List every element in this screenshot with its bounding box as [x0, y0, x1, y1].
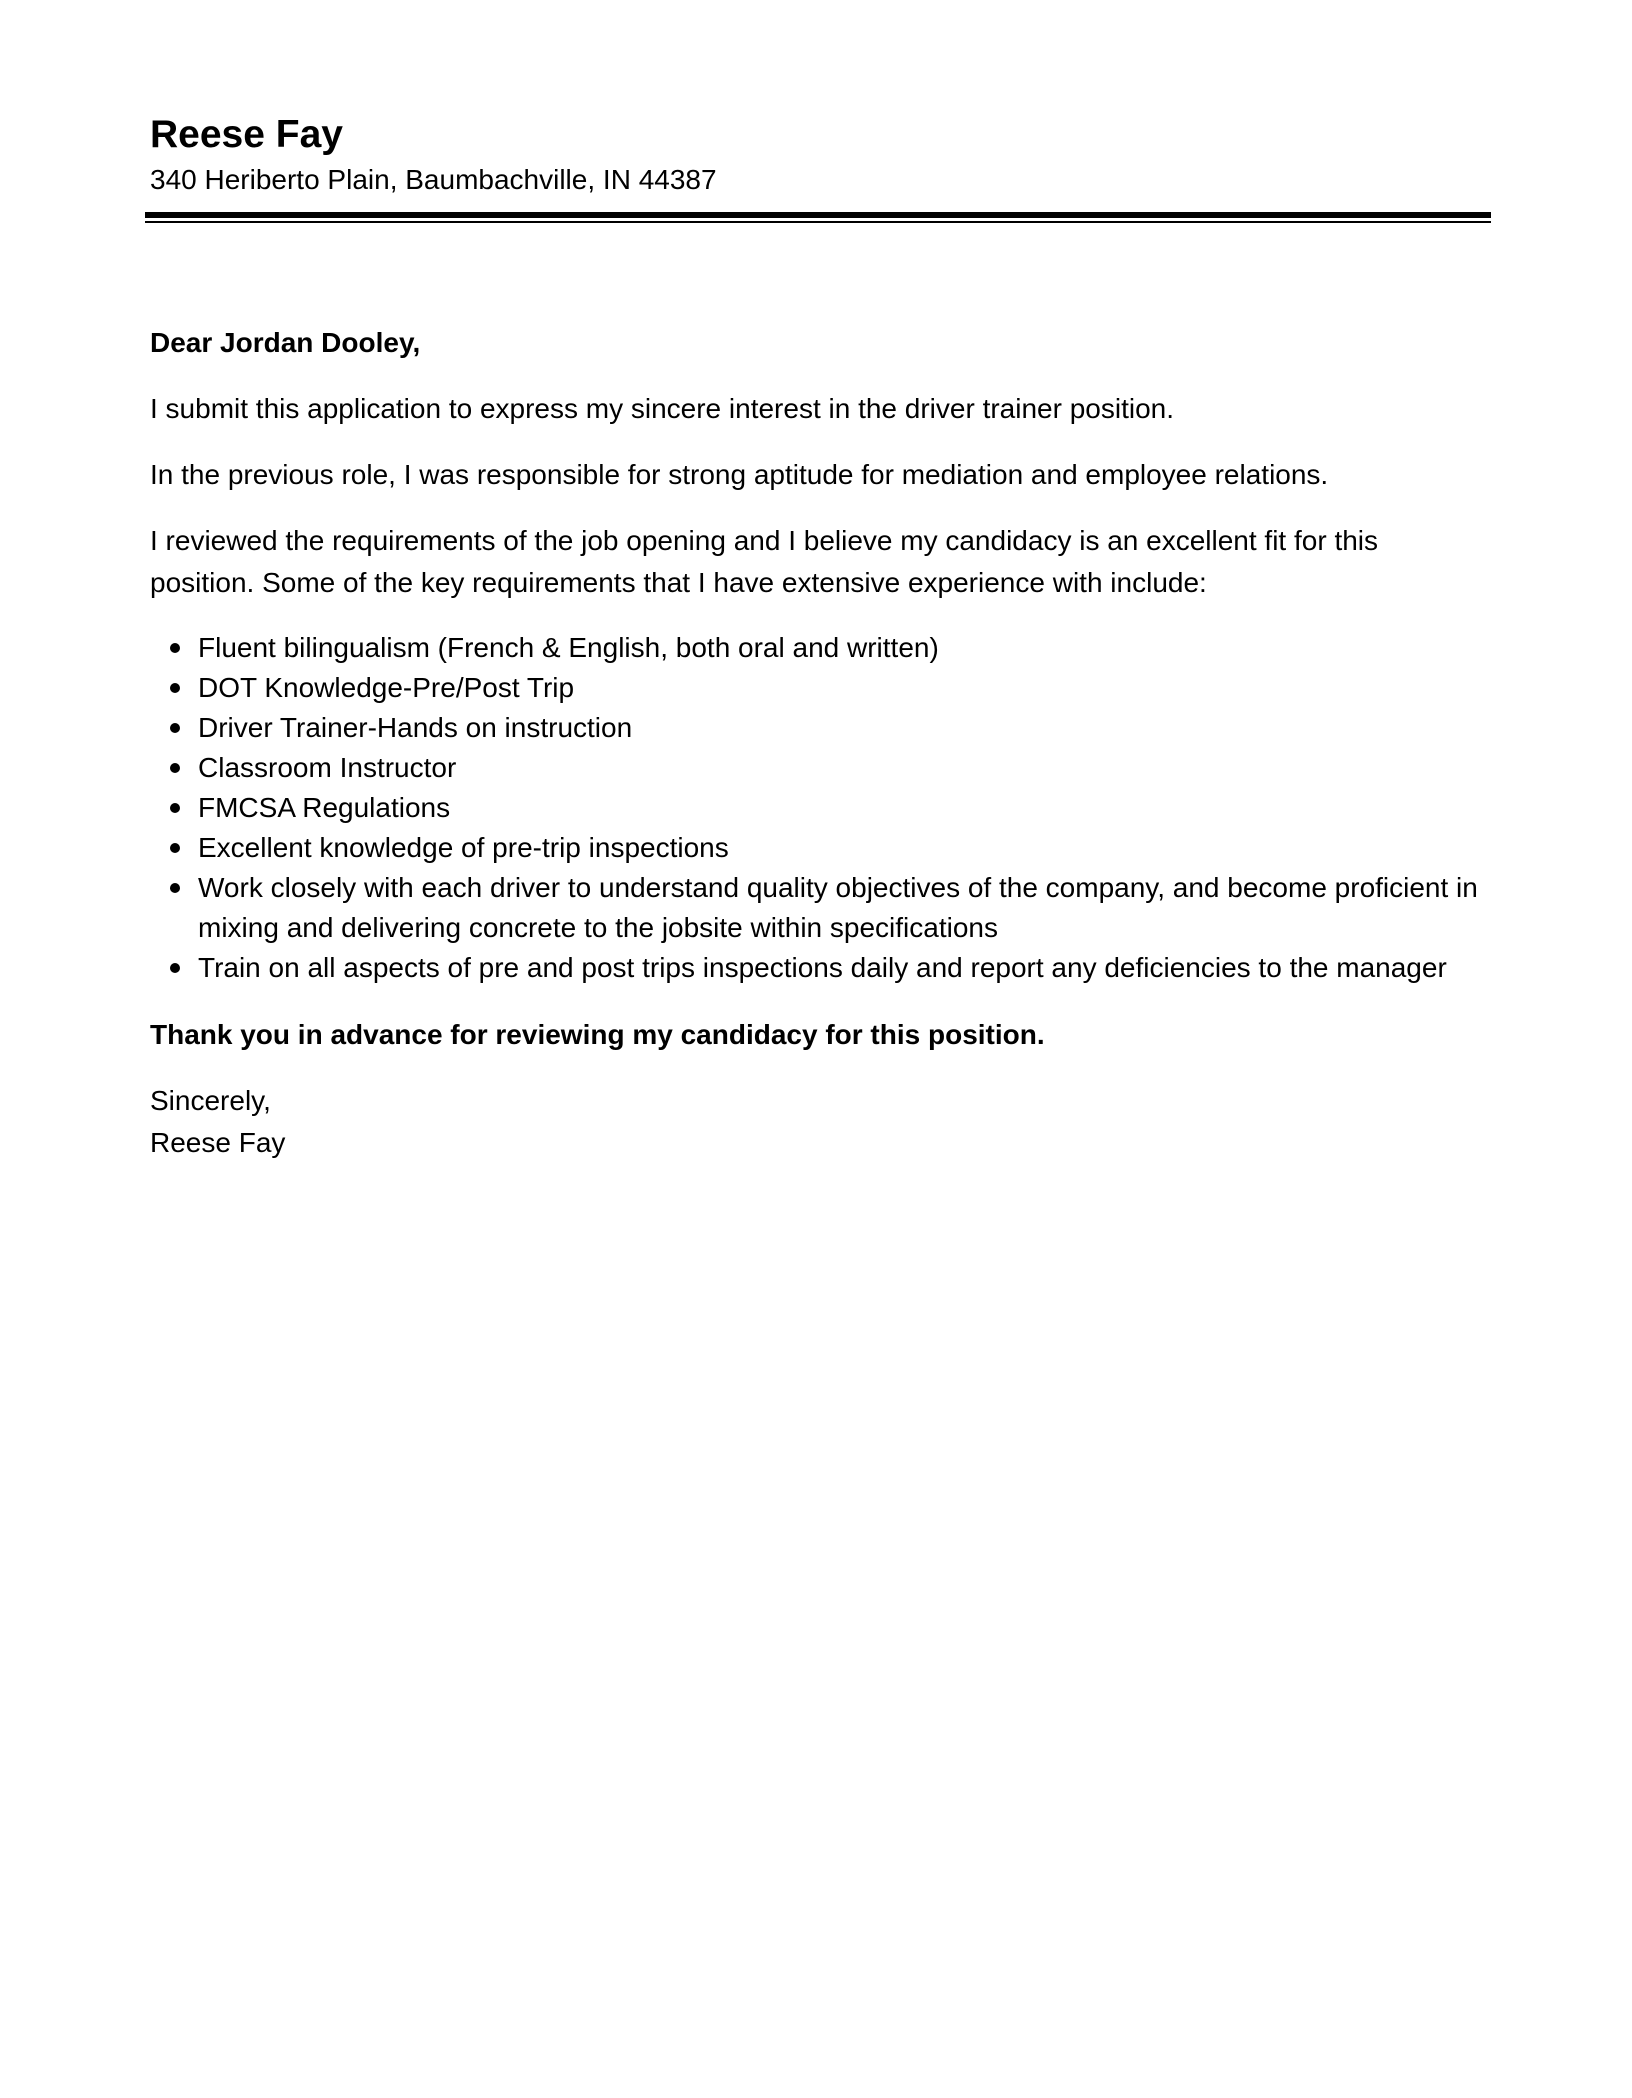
list-item-text: FMCSA Regulations: [198, 792, 451, 823]
list-item: [150, 828, 1490, 868]
header-divider-thin: [145, 221, 1491, 223]
sender-address: 340 Heriberto Plain, Baumbachville, IN 44387: [150, 164, 717, 195]
bullet-icon: [170, 883, 180, 893]
list-item-text: Train on all aspects of pre and post trips inspections daily and report any deficiencies to the manager: [198, 952, 1447, 983]
signoff: Sincerely,: [150, 1085, 271, 1116]
signoff-block: [150, 1080, 1490, 1164]
paragraph-intro: I submit this application to express my sincere interest in the driver trainer position.: [150, 393, 1175, 424]
letter-header: [150, 110, 1490, 200]
bullet-icon: [170, 723, 180, 733]
list-item-text: Driver Trainer-Hands on instruction: [198, 712, 633, 743]
list-item: [150, 748, 1490, 788]
header-divider: [145, 212, 1491, 224]
list-item-text: Fluent bilingualism (French & English, both oral and written): [198, 632, 939, 663]
paragraph-requirements-intro: I reviewed the requirements of the job opening and I believe my candidacy is an excellent fit for this position. Some of the key requirements that I have extensive experience with include:: [150, 525, 1379, 598]
bullet-icon: [170, 803, 180, 813]
letter-body: [150, 322, 1490, 1164]
bullet-icon: [170, 843, 180, 853]
salutation: Dear Jordan Dooley,: [150, 327, 421, 358]
list-item: [150, 628, 1490, 668]
bullet-icon: [170, 763, 180, 773]
bullet-icon: [170, 683, 180, 693]
requirements-list: [150, 628, 1490, 988]
paragraph-previous-role: In the previous role, I was responsible for strong aptitude for mediation and employee relations.: [150, 459, 1329, 490]
header-divider-thick: [145, 212, 1491, 218]
list-item: [150, 668, 1490, 708]
sender-name: Reese Fay: [150, 113, 343, 156]
closing-thanks: Thank you in advance for reviewing my candidacy for this position.: [150, 1019, 1045, 1050]
list-item: [150, 708, 1490, 748]
list-item-text: Classroom Instructor: [198, 752, 457, 783]
list-item: [150, 948, 1490, 988]
list-item-text: Excellent knowledge of pre-trip inspections: [198, 832, 729, 863]
list-item-text: Work closely with each driver to understand quality objectives of the company, and become proficient in mixing and delivering concrete to the jobsite within specifications: [198, 872, 1478, 943]
list-item: [150, 788, 1490, 828]
list-item: [150, 868, 1490, 948]
signature-name: Reese Fay: [150, 1127, 286, 1158]
bullet-icon: [170, 963, 180, 973]
bullet-icon: [170, 643, 180, 653]
list-item-text: DOT Knowledge-Pre/Post Trip: [198, 672, 575, 703]
